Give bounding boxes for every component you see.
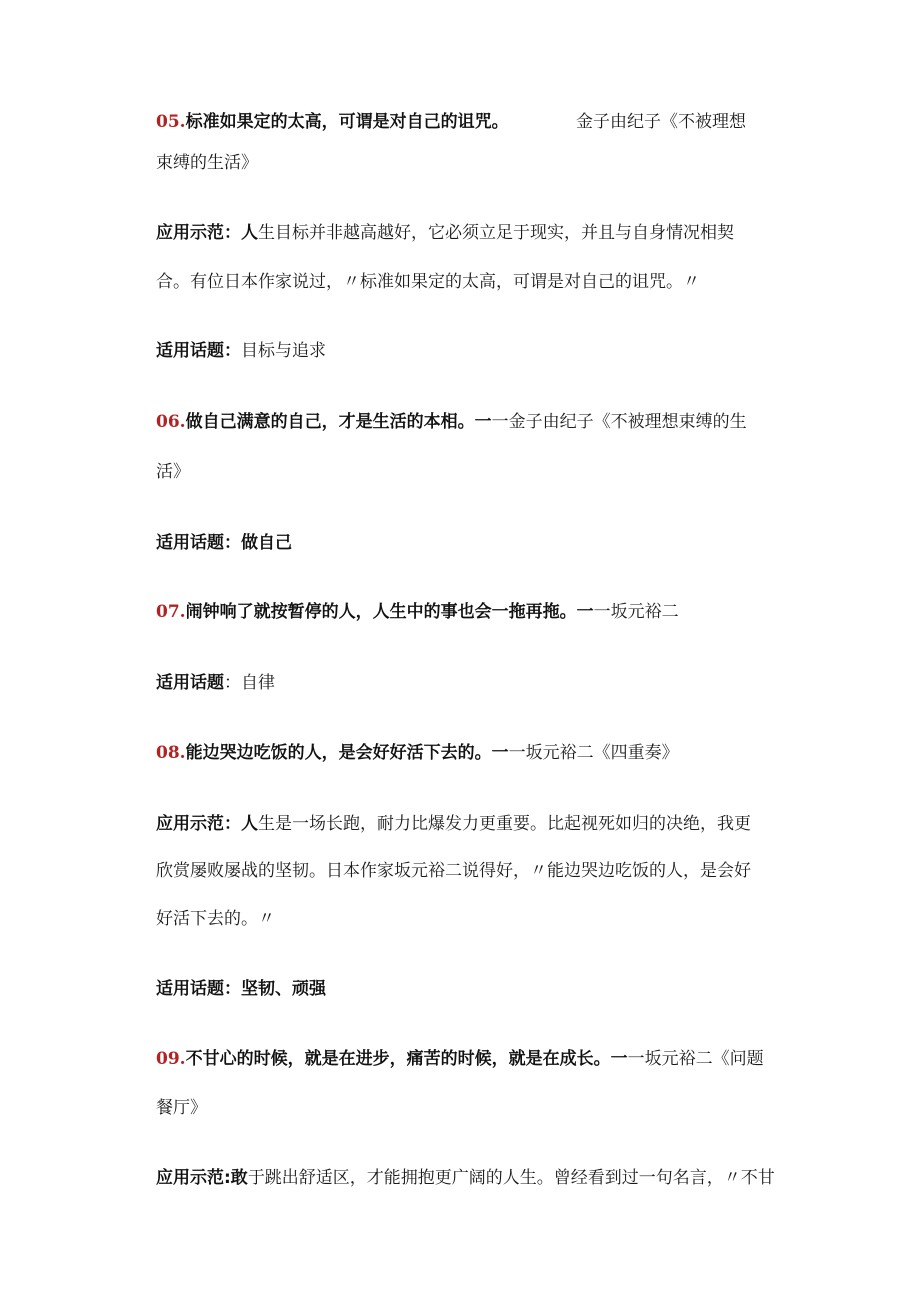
topic-text: 目标与追求 bbox=[241, 341, 326, 361]
quote-source: 一金子由纪子《不被理想束缚的生 bbox=[491, 412, 747, 432]
example-text: 生是一场长跑，耐力比爆发力更重要。比起视死如归的决绝，我更 bbox=[258, 814, 751, 834]
topic-label: 适用话题： bbox=[156, 341, 241, 361]
quote-source: 一坂元裕二 bbox=[593, 602, 679, 622]
quote-dash: 一 bbox=[474, 412, 492, 432]
quote-number: 07. bbox=[156, 602, 186, 622]
example-09-line-1 bbox=[156, 1166, 775, 1190]
example-text: 于跳出舒适区，才能拥抱更广阔的人生。曾经看到过一句名言，〃不甘 bbox=[247, 1168, 775, 1188]
quote-source: 一坂元裕二《四重奏》 bbox=[508, 743, 679, 763]
quote-text: 闹钟响了就按暂停的人，人生中的事也会一拖再拖。 bbox=[185, 602, 577, 622]
example-text: 欣赏屡败屡战的坚韧。日本作家坂元裕二说得好，〃能边哭边吃饭的人，是会好 bbox=[156, 861, 751, 881]
example-text: 好活下去的。〃 bbox=[156, 909, 275, 929]
example-05-line-2 bbox=[156, 270, 700, 294]
quote-source: 一坂元裕二《问题 bbox=[627, 1049, 764, 1069]
quote-dash: 一 bbox=[576, 602, 594, 622]
topic-07 bbox=[156, 671, 275, 695]
quote-06-line-2 bbox=[156, 460, 190, 484]
topic-06 bbox=[156, 531, 292, 555]
quote-text: 能边哭边吃饭的人，是会好好活下去的。 bbox=[185, 743, 492, 763]
quote-source-cont: 束缚的生活》 bbox=[156, 153, 258, 173]
topic-text: ：自律 bbox=[224, 673, 275, 693]
quote-09-line-1 bbox=[156, 1047, 764, 1071]
quote-dash: 一 bbox=[491, 743, 509, 763]
quote-07-line-1 bbox=[156, 600, 679, 624]
example-label: 应用示范:敢 bbox=[156, 1168, 248, 1188]
topic-05 bbox=[156, 339, 326, 363]
quote-number: 06. bbox=[156, 412, 186, 432]
quote-source: 金子由纪子《不被理想 bbox=[576, 112, 746, 132]
quote-number: 05. bbox=[156, 112, 186, 132]
example-text: 生目标并非越高越好，它必须立足于现实，并且与自身情况相契 bbox=[258, 223, 734, 243]
topic-label: 适用话题：做自己 bbox=[156, 533, 292, 553]
example-08-line-2 bbox=[156, 859, 751, 883]
quote-dash: 一 bbox=[610, 1049, 628, 1069]
quote-source-cont: 餐厅》 bbox=[156, 1098, 207, 1118]
quote-text: 不甘心的时候，就是在进步，痛苦的时候，就是在成长。 bbox=[185, 1049, 611, 1069]
quote-06-line-1 bbox=[156, 410, 747, 434]
quote-05-line-2 bbox=[156, 151, 258, 175]
example-text: 合。有位日本作家说过，〃标准如果定的太高，可谓是对自己的诅咒。〃 bbox=[156, 272, 700, 292]
quote-08-line-1 bbox=[156, 741, 679, 765]
quote-05-line-1 bbox=[156, 110, 746, 134]
quote-source-cont: 活》 bbox=[156, 462, 190, 482]
quote-09-line-2 bbox=[156, 1096, 207, 1120]
quote-number: 09. bbox=[156, 1049, 186, 1069]
quote-text: 标准如果定的太高，可谓是对自己的诅咒。 bbox=[185, 112, 509, 132]
quote-number: 08. bbox=[156, 743, 186, 763]
example-label: 应用示范：人 bbox=[156, 814, 258, 834]
example-label: 应用示范：人 bbox=[156, 223, 258, 243]
example-08-line-3 bbox=[156, 907, 275, 931]
topic-label: 适用话题 bbox=[156, 673, 224, 693]
topic-08 bbox=[156, 977, 326, 1001]
quote-text: 做自己满意的自己，才是生活的本相。 bbox=[185, 412, 475, 432]
example-08-line-1 bbox=[156, 812, 751, 836]
topic-label: 适用话题：坚韧、顽强 bbox=[156, 979, 326, 999]
example-05-line-1 bbox=[156, 221, 734, 245]
